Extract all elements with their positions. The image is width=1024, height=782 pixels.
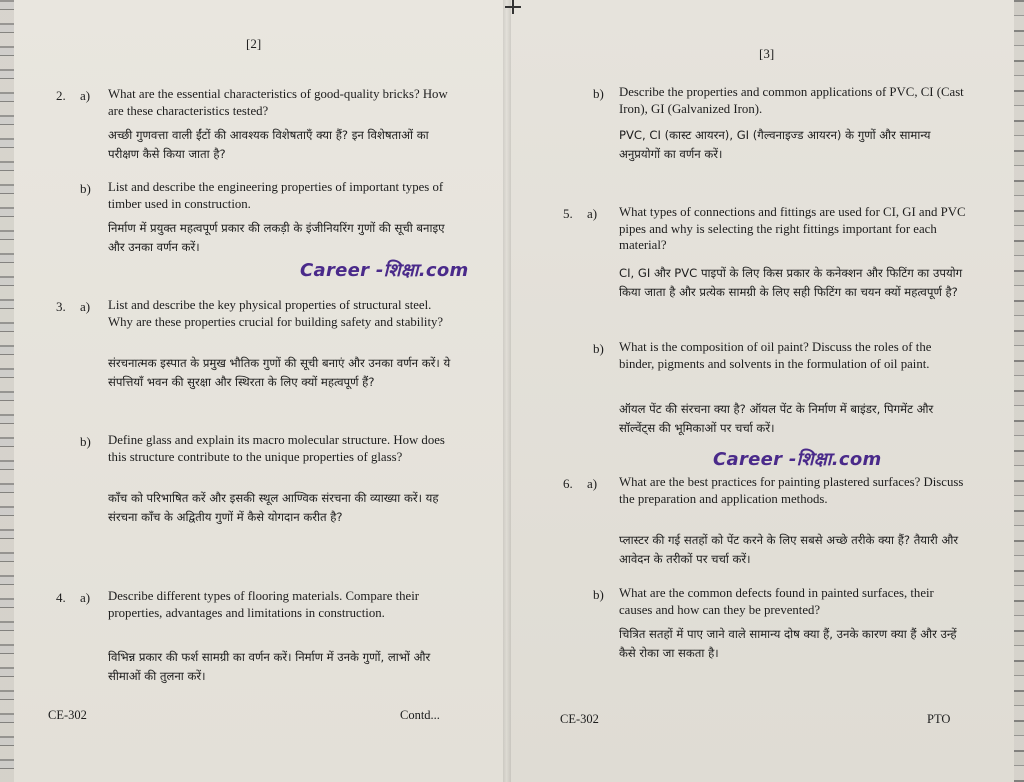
question-6a-label: a) (587, 476, 598, 491)
right-page (507, 0, 1024, 782)
footer-code-left: CE-302 (48, 708, 87, 722)
question-6a-english: What are the best practices for painting plastered surfaces? Discuss the preparation and application methods. (619, 475, 964, 506)
question-3a-english: List and describe the key physical properties of structural steel. Why are these properties crucial for building safety and stability? (108, 298, 444, 329)
question-6b-label: b) (593, 587, 604, 602)
question-4a-english: Describe different types of flooring materials. Compare their properties, advantages and limitations in construction. (108, 589, 420, 620)
question-2b-english: List and describe the engineering properties of important types of timber used in construction. (108, 180, 444, 211)
question-5a-english: What types of connections and fittings are used for CI, GI and PVC pipes and why is selecting the right fittings important for each material? (619, 205, 966, 252)
question-6b-english: What are the common defects found in painted surfaces, their causes and how can they be prevented? (619, 586, 934, 617)
book-spine-shadow (503, 0, 511, 782)
question-3b-hindi: काँच को परिभाषित करें और इसकी स्थूल आण्विक संरचना की व्याख्या करें। यह संरचना काँच के अद्वितीय गुणों में कैसे योगदान करीत है? (108, 491, 439, 524)
registration-mark-icon (503, 0, 523, 14)
question-4a-label: a) (80, 590, 91, 605)
footer-code-right: CE-302 (560, 712, 599, 726)
question-5b-hindi: ऑयल पेंट की संरचना क्या है? ऑयल पेंट के निर्माण में बाइंडर, पिगमेंट और सॉल्वेंट्स की भूमिकाओं पर चर्चा करें। (619, 402, 934, 435)
question-4b-english: Describe the properties and common applications of PVC, CI (Cast Iron), GI (Galvanized Iron). (619, 85, 964, 116)
page-number-right: [3] (759, 46, 775, 61)
question-2b-hindi: निर्माण में प्रयुक्त महत्वपूर्ण प्रकार की लकड़ी के इंजीनियरिंग गुणों की सूची बनाइए और उनका वर्णन करें। (108, 221, 445, 254)
footer-contd: Contd... (400, 708, 440, 722)
question-5b-english: What is the composition of oil paint? Discuss the roles of the binder, pigments and solvents in the formulation of oil paint. (619, 340, 932, 371)
page-edge-right (1014, 0, 1024, 782)
question-3-number: 3. (56, 299, 66, 314)
question-2-number: 2. (56, 88, 66, 103)
question-5a-hindi: CI, GI और PVC पाइपों के लिए किस प्रकार के कनेक्शन और फिटिंग का उपयोग किया जाता है और प्रत्येक सामग्री के लिए सही फिटिंग का चयन क्यों महत्वपूर्ण है? (619, 266, 963, 299)
question-4a-hindi: विभिन्न प्रकार की फर्श सामग्री का वर्णन करें। निर्माण में उनके गुणों, लाभों और सीमाओं की तुलना करें। (108, 650, 431, 683)
footer-pto: PTO (927, 712, 951, 726)
question-3b-label: b) (80, 434, 91, 449)
question-2b-label: b) (80, 181, 91, 196)
question-3b-english: Define glass and explain its macro molecular structure. How does this structure contribute to the unique properties of glass? (108, 433, 445, 464)
question-6-number: 6. (563, 476, 573, 491)
watermark-left: Career -शिक्षा.com (300, 260, 469, 281)
question-5a-label: a) (587, 206, 598, 221)
left-page (0, 0, 507, 782)
question-2a-hindi: अच्छी गुणवत्ता वाली ईंटों की आवश्यक विशेषताएँ क्या हैं? इन विशेषताओं का परीक्षण कैसे किया जाता है? (108, 128, 429, 161)
page-number-left: [2] (246, 36, 262, 51)
question-4b-hindi: PVC, CI (कास्ट आयरन), GI (गैल्वनाइज्ड आयरन) के गुणों और सामान्य अनुप्रयोगों का वर्णन करें। (619, 128, 931, 161)
page-edge-left (0, 0, 14, 782)
question-6a-hindi: प्लास्टर की गई सतहों को पेंट करने के लिए सबसे अच्छे तरीके क्या हैं? तैयारी और आवेदन के तरीकों पर चर्चा करें। (619, 533, 959, 566)
question-3a-label: a) (80, 299, 91, 314)
question-3a-hindi: संरचनात्मक इस्पात के प्रमुख भौतिक गुणों की सूची बनाएं और उनका वर्णन करें। ये संपत्तियाँ भवन की सुरक्षा और स्थिरता के लिए क्यों महत्वपूर्ण हैं? (108, 356, 451, 389)
question-6b-hindi: चित्रित सतहों में पाए जाने वाले सामान्य दोष क्या हैं, उनके कारण क्या हैं और उन्हें कैसे रोका जा सकता है। (619, 627, 957, 660)
question-5-number: 5. (563, 206, 573, 221)
question-2a-label: a) (80, 88, 91, 103)
question-4b-label: b) (593, 86, 604, 101)
question-4-number: 4. (56, 590, 66, 605)
watermark-right: Career -शिक्षा.com (713, 449, 882, 470)
question-2a-english: What are the essential characteristics of good-quality bricks? How are these characteristics tested? (108, 87, 448, 118)
question-5b-label: b) (593, 341, 604, 356)
